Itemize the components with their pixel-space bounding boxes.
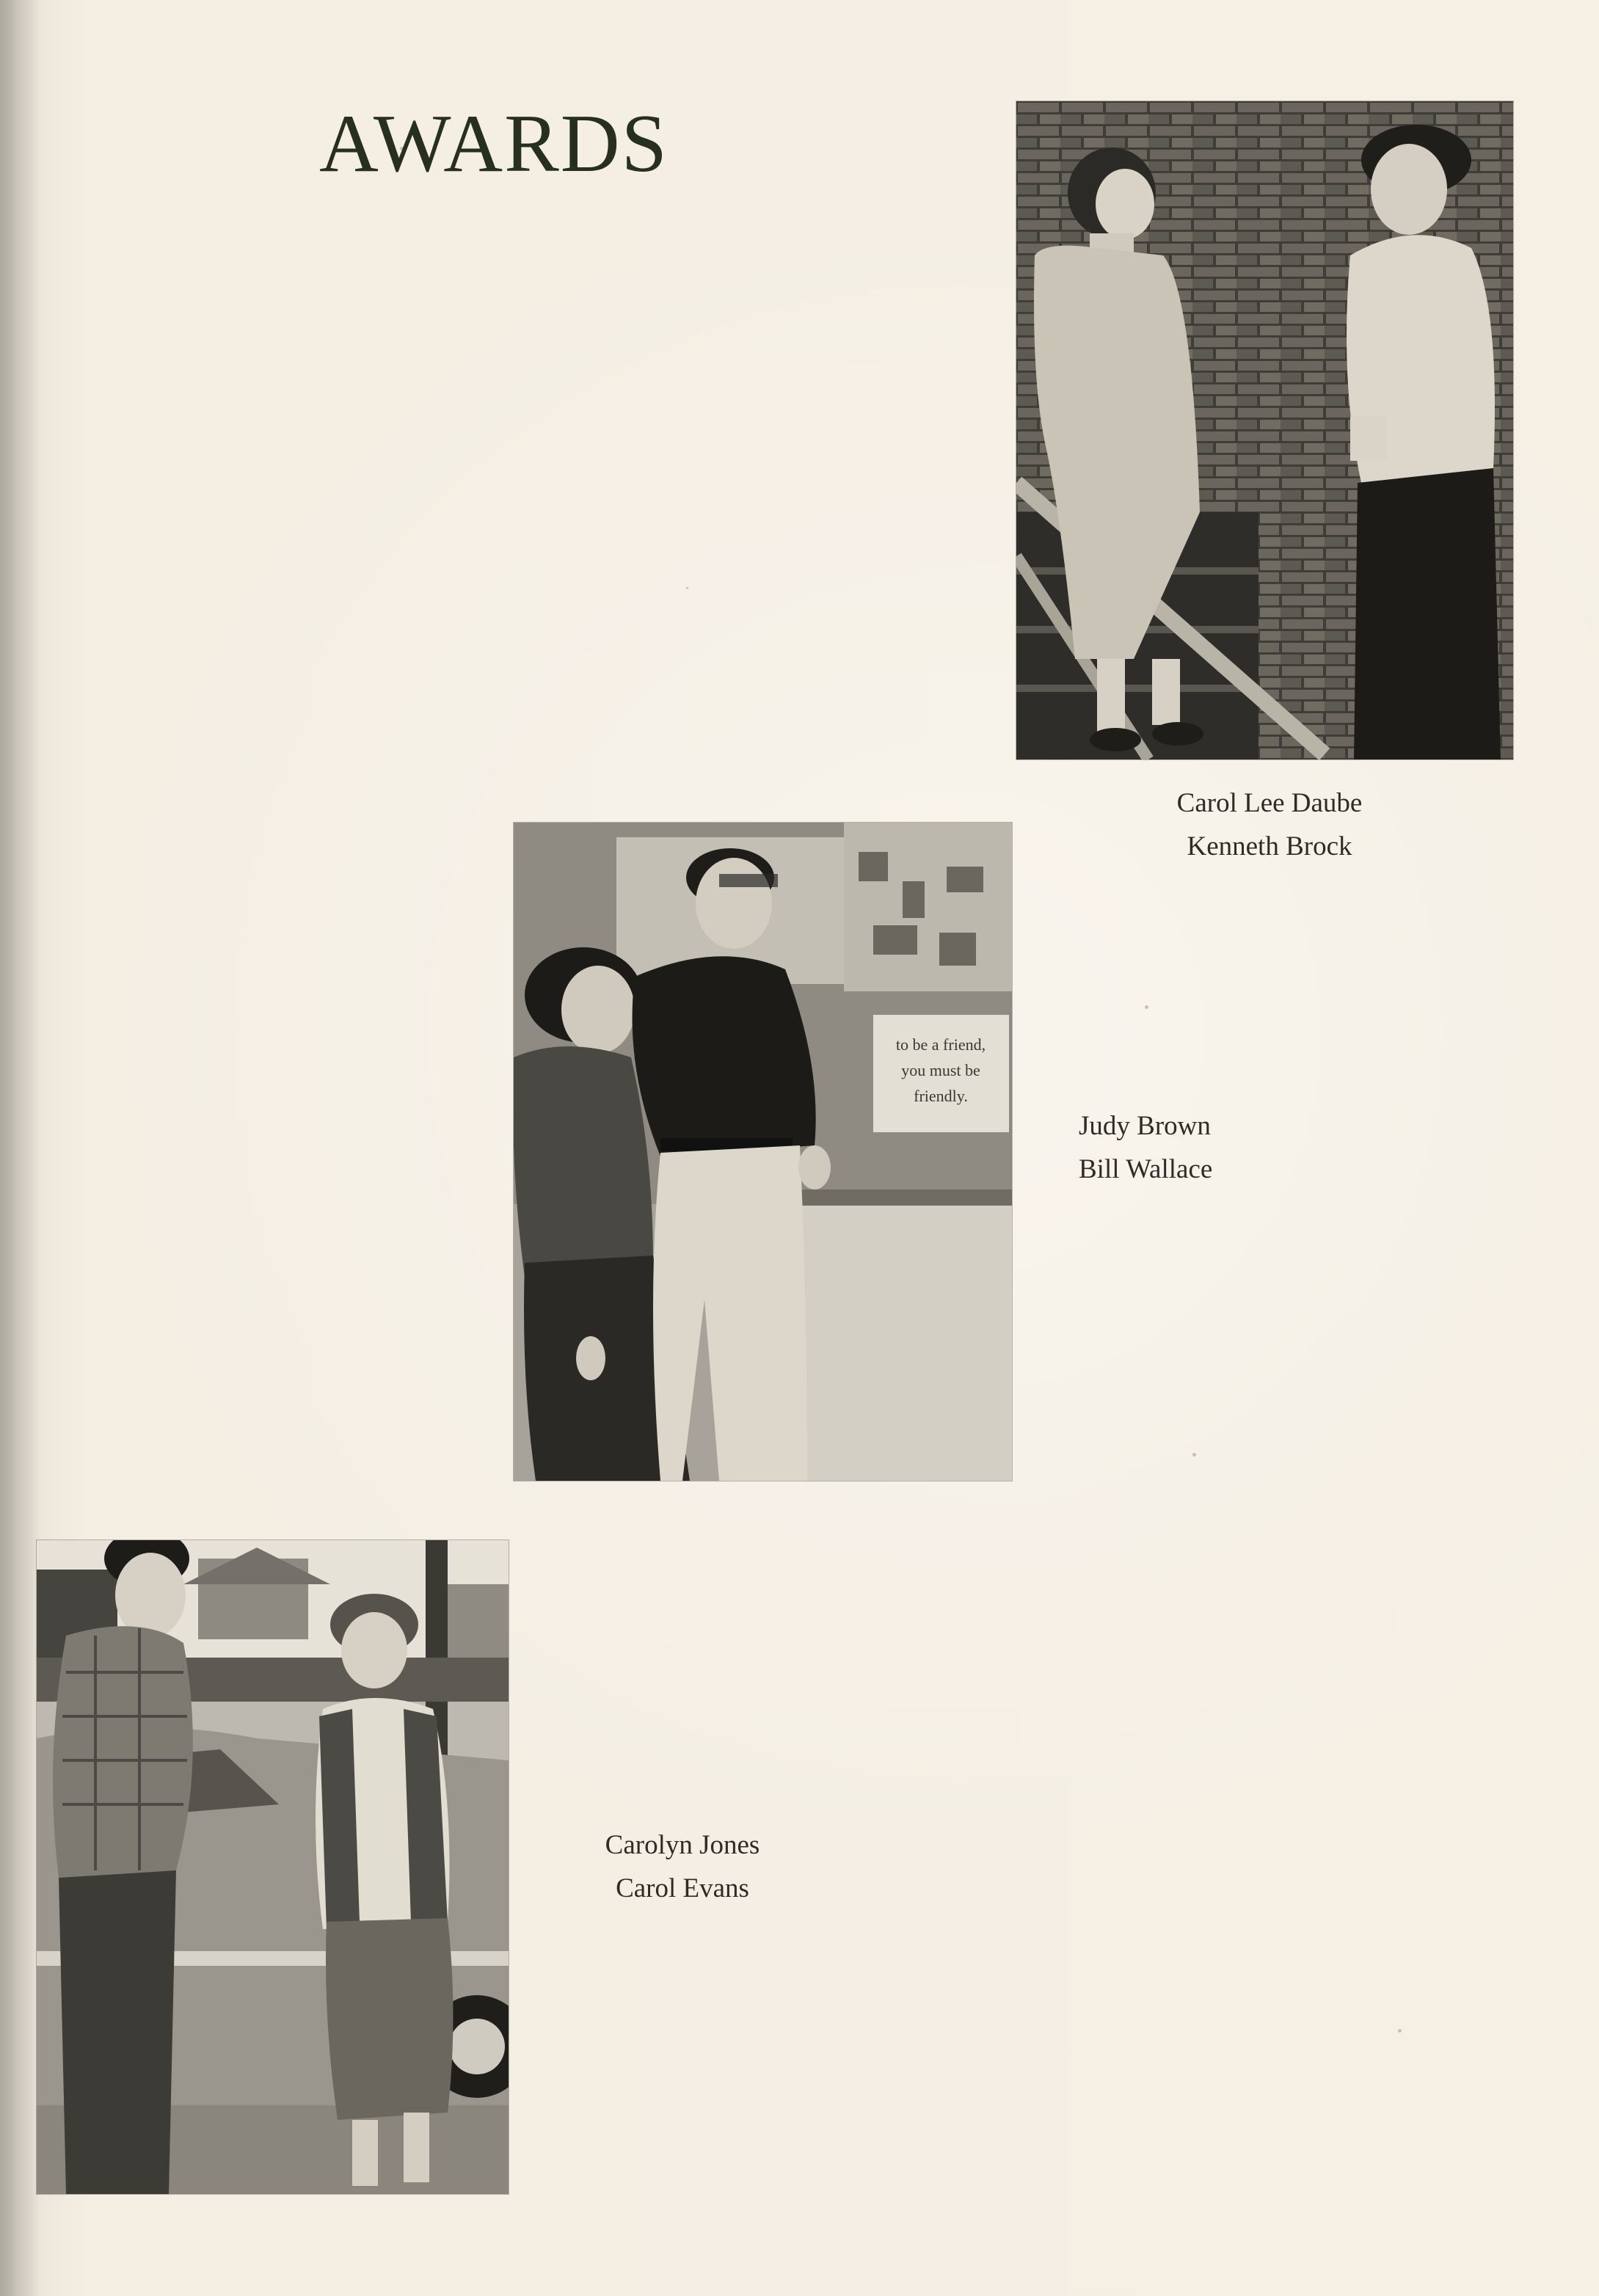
caption-name: Bill Wallace xyxy=(1079,1154,1213,1184)
paper-speck xyxy=(1398,2029,1402,2033)
caption-photo-3 xyxy=(572,1823,793,1910)
bulletin-photo-image xyxy=(514,823,1012,1481)
caption-photo-1 xyxy=(1145,781,1394,868)
caption-name: Carolyn Jones xyxy=(605,1830,760,1860)
sign-line: to be a friend, xyxy=(895,1035,986,1054)
photo-car-couple xyxy=(37,1540,509,2194)
caption-name: Carol Evans xyxy=(616,1873,749,1903)
car-photo-image xyxy=(37,1540,509,2194)
sign-line: friendly. xyxy=(914,1087,968,1105)
paper-speck xyxy=(1192,1453,1196,1457)
caption-name: Kenneth Brock xyxy=(1187,831,1352,861)
photo-staircase-couple xyxy=(1016,101,1513,759)
photo-bulletin-board-couple xyxy=(514,823,1012,1481)
binding-shadow xyxy=(0,0,40,2296)
sign-line: you must be xyxy=(901,1061,980,1079)
staircase-photo-image xyxy=(1016,101,1513,759)
caption-name: Carol Lee Daube xyxy=(1176,788,1363,818)
paper-speck xyxy=(1145,1005,1148,1009)
page-title: AWARDS xyxy=(319,98,669,189)
paper-speck xyxy=(686,587,688,589)
caption-photo-2 xyxy=(1079,1104,1262,1191)
caption-name: Judy Brown xyxy=(1079,1111,1211,1141)
